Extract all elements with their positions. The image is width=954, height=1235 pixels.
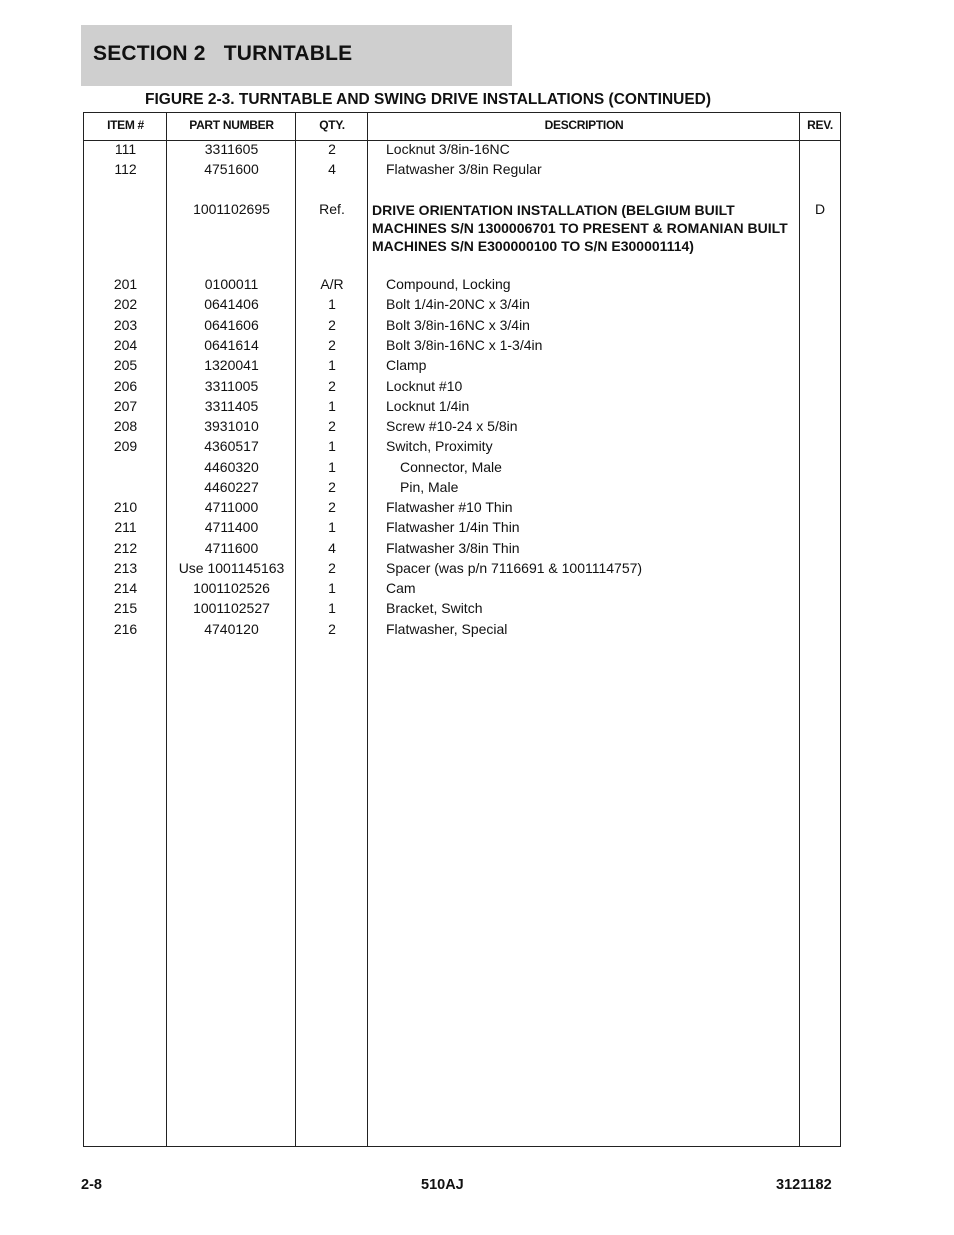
item-number: 212: [113, 540, 138, 556]
part-number: 1320041: [204, 357, 259, 373]
description: Bolt 3/8in-16NC x 1-3/4in: [386, 337, 543, 353]
description: Connector, Male: [400, 459, 502, 475]
part-number: 3931010: [204, 418, 259, 434]
item-number: 214: [113, 580, 138, 596]
item-number: 211: [114, 519, 137, 535]
item-number: 203: [113, 317, 138, 333]
quantity: 1: [328, 296, 336, 312]
description: Flatwasher 3/8in Thin: [386, 540, 520, 556]
part-number: 4360517: [204, 438, 259, 454]
description: Flatwasher, Special: [386, 621, 508, 637]
header-item: ITEM #: [107, 118, 144, 132]
column-divider: [799, 113, 800, 1146]
description: Locknut 3/8in-16NC: [386, 141, 510, 157]
quantity: 2: [328, 479, 336, 495]
description: Cam: [386, 580, 416, 596]
quantity: 1: [328, 600, 336, 616]
item-number: 208: [113, 418, 138, 434]
parts-table: [83, 112, 841, 1147]
installation-description: DRIVE ORIENTATION INSTALLATION (BELGIUM BUILT MACHINES S/N 1300006701 TO PRESENT & ROMANIAN BUILT MACHINES S/N E300000100 TO S/N E300001114): [372, 202, 788, 254]
header-part-number: PART NUMBER: [189, 118, 274, 132]
description: Bracket, Switch: [386, 600, 483, 616]
quantity: 2: [328, 317, 336, 333]
header-qty: QTY.: [319, 118, 345, 132]
description: Locknut 1/4in: [386, 398, 470, 414]
description: Flatwasher #10 Thin: [386, 499, 513, 515]
header-description: DESCRIPTION: [544, 118, 624, 132]
document-number: 3121182: [776, 1177, 832, 1193]
part-number: 3311405: [204, 398, 259, 414]
quantity: 1: [328, 519, 336, 535]
quantity: 1: [328, 357, 336, 373]
part-number: Use 1001145163: [178, 560, 285, 576]
description: Bolt 1/4in-20NC x 3/4in: [386, 296, 530, 312]
part-number: 0641406: [204, 296, 259, 312]
part-number: 3311005: [204, 378, 259, 394]
item-number: 213: [113, 560, 138, 576]
part-number: 1001102526: [193, 580, 270, 596]
part-number: 1001102695: [193, 201, 270, 217]
quantity: 2: [328, 499, 336, 515]
part-number: 4711000: [204, 499, 259, 515]
quantity: Ref.: [319, 201, 345, 217]
description: Compound, Locking: [386, 276, 511, 292]
part-number: 4711400: [204, 519, 259, 535]
section-title: SECTION 2 TURNTABLE: [93, 42, 353, 65]
item-number: 112: [114, 161, 137, 177]
item-number: 215: [113, 600, 138, 616]
page-number: 2-8: [81, 1177, 102, 1193]
section-banner: [81, 25, 512, 86]
description: Pin, Male: [400, 479, 459, 495]
quantity: 2: [328, 621, 336, 637]
quantity: 1: [328, 580, 336, 596]
item-number: 111: [114, 141, 137, 157]
part-number: 1001102527: [193, 600, 270, 616]
item-number: 210: [113, 499, 138, 515]
quantity: 2: [328, 560, 336, 576]
description: Spacer (was p/n 7116691 & 1001114757): [386, 560, 643, 576]
description: Flatwasher 1/4in Thin: [386, 519, 520, 535]
part-number: 4460320: [204, 459, 259, 475]
quantity: A/R: [320, 276, 344, 292]
item-number: 201: [113, 276, 138, 292]
item-number: 202: [113, 296, 138, 312]
revision: D: [814, 201, 826, 217]
part-number: 4751600: [204, 161, 259, 177]
quantity: 4: [328, 540, 336, 556]
figure-title: FIGURE 2-3. TURNTABLE AND SWING DRIVE INSTALLATIONS (CONTINUED): [145, 91, 712, 108]
description: Locknut #10: [386, 378, 463, 394]
model-name: 510AJ: [421, 1177, 464, 1193]
description: Screw #10-24 x 5/8in: [386, 418, 518, 434]
quantity: 1: [328, 459, 336, 475]
part-number: 4711600: [204, 540, 259, 556]
item-number: 204: [113, 337, 138, 353]
part-number: 3311605: [204, 141, 259, 157]
description: Clamp: [386, 357, 427, 373]
part-number: 0641614: [204, 337, 259, 353]
quantity: 2: [328, 378, 336, 394]
quantity: 4: [328, 161, 336, 177]
part-number: 4460227: [204, 479, 259, 495]
part-number: 0641606: [204, 317, 259, 333]
quantity: 1: [328, 398, 336, 414]
item-number: 216: [113, 621, 138, 637]
quantity: 2: [328, 141, 336, 157]
item-number: 206: [113, 378, 138, 394]
quantity: 1: [328, 438, 336, 454]
item-number: 205: [113, 357, 138, 373]
header-rev: REV.: [807, 118, 833, 132]
part-number: 0100011: [204, 276, 259, 292]
description: Bolt 3/8in-16NC x 3/4in: [386, 317, 530, 333]
quantity: 2: [328, 337, 336, 353]
quantity: 2: [328, 418, 336, 434]
item-number: 207: [113, 398, 138, 414]
description: Flatwasher 3/8in Regular: [386, 161, 542, 177]
item-number: 209: [113, 438, 138, 454]
description: Switch, Proximity: [386, 438, 493, 454]
part-number: 4740120: [204, 621, 259, 637]
